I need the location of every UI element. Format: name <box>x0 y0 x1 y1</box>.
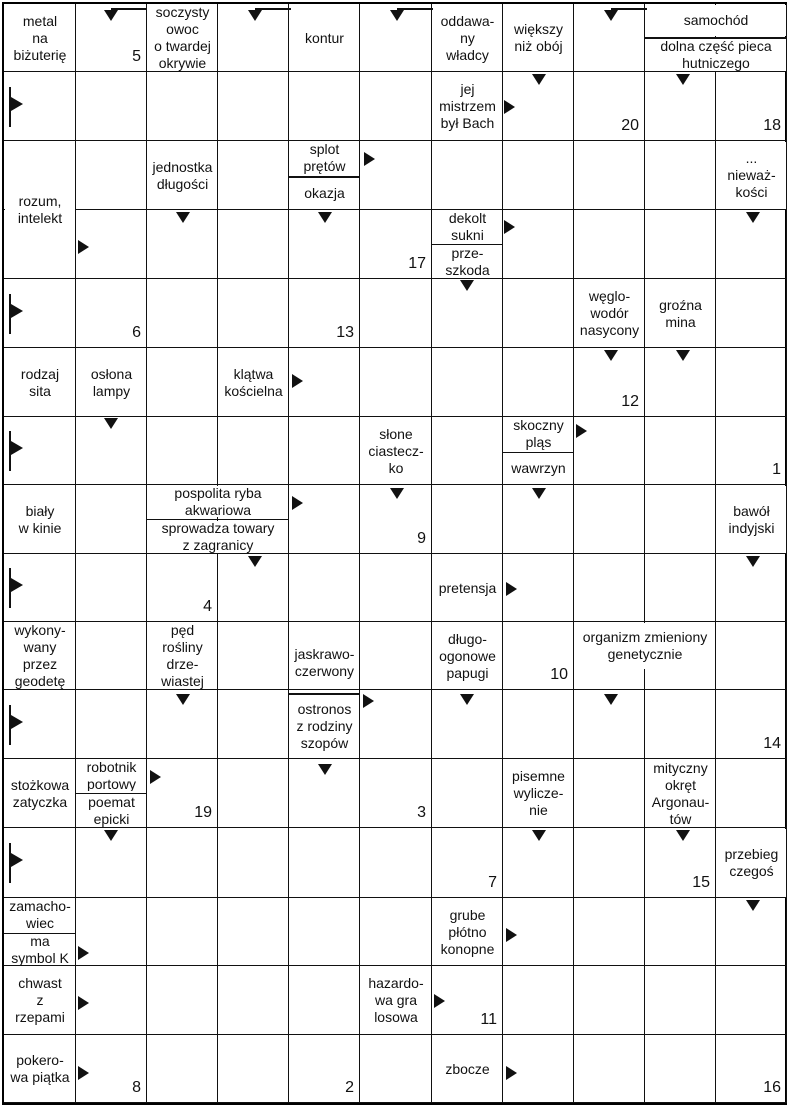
arrow-right-icon <box>150 770 161 784</box>
arrow-down-icon <box>390 10 404 21</box>
grid-cell[interactable] <box>218 759 289 828</box>
arrow-right-icon <box>78 240 89 254</box>
grid-cell[interactable] <box>76 554 147 622</box>
clue-text: wykony- wany przez geodetę <box>5 623 75 689</box>
arrow-down-icon <box>604 350 618 361</box>
grid-cell[interactable] <box>574 485 645 554</box>
arrow-down-icon <box>104 830 118 841</box>
grid-cell[interactable] <box>645 966 716 1035</box>
grid-cell[interactable] <box>503 279 574 348</box>
grid-cell[interactable] <box>645 141 716 210</box>
grid-cell[interactable] <box>76 622 147 690</box>
grid-cell[interactable] <box>218 690 289 759</box>
clue-text: rodzaj sita <box>5 349 75 416</box>
arrow-right-icon <box>364 152 375 166</box>
answer-number: 3 <box>417 804 426 821</box>
answer-number: 15 <box>692 874 710 891</box>
clue-text: dolna część pieca hutniczego <box>646 39 786 71</box>
arrow-right-icon <box>504 100 515 114</box>
grid-cell[interactable] <box>645 898 716 966</box>
grid-cell[interactable] <box>218 417 289 485</box>
arrow-right-icon <box>506 582 517 596</box>
arrow-down-icon <box>746 212 760 223</box>
clue-divider <box>147 519 289 521</box>
clue-divider <box>76 793 147 795</box>
clue-text: zbocze <box>433 1036 502 1102</box>
clue-text: węglo- wodór nasycony <box>575 280 644 347</box>
grid-cell[interactable] <box>645 1035 716 1103</box>
clue-text: grube płótno konopne <box>433 899 502 965</box>
grid-cell[interactable] <box>574 898 645 966</box>
answer-number: 2 <box>345 1079 354 1096</box>
grid-cell[interactable] <box>218 1035 289 1103</box>
arrow-down-icon <box>460 694 474 705</box>
grid-cell[interactable] <box>432 417 503 485</box>
grid-cell[interactable] <box>360 898 432 966</box>
answer-number: 10 <box>550 666 568 683</box>
clue-text: ma symbol K <box>5 934 75 965</box>
grid-cell[interactable] <box>645 210 716 279</box>
clue-text: stożkowa zatyczka <box>5 760 75 827</box>
arrow-down-icon <box>604 10 618 21</box>
arrow-down-icon <box>390 488 404 499</box>
clue-divider <box>503 452 574 454</box>
grid-cell[interactable] <box>76 72 147 141</box>
answer-number: 5 <box>132 48 141 65</box>
grid-cell[interactable] <box>574 210 645 279</box>
clue-text: samochód <box>646 5 786 36</box>
arrow-down-icon <box>248 556 262 567</box>
clue-text: przebieg czegoś <box>717 829 786 897</box>
hook-line <box>111 8 147 10</box>
grid-cell[interactable] <box>503 966 574 1035</box>
answer-number: 18 <box>763 117 781 134</box>
arrow-right-icon <box>506 1066 517 1080</box>
clue-text: jej mistrzem był Bach <box>433 73 502 140</box>
arrow-down-icon <box>532 488 546 499</box>
clue-text: hazardo- wa gra losowa <box>361 967 431 1034</box>
grid-cell[interactable] <box>76 141 147 210</box>
arrow-down-icon <box>318 212 332 223</box>
grid-cell[interactable] <box>289 72 360 141</box>
grid-cell[interactable] <box>432 141 503 210</box>
arrow-right-icon <box>292 374 303 388</box>
grid-cell[interactable] <box>218 210 289 279</box>
clue-text: wawrzyn <box>504 453 573 484</box>
clue-text: organizm zmieniony genetycznie <box>575 623 715 669</box>
clue-text: robotnik portowy <box>77 760 146 791</box>
answer-number: 19 <box>194 804 212 821</box>
grid-cell[interactable] <box>76 690 147 759</box>
clue-text: splot prętów <box>290 142 359 175</box>
hook-line <box>397 8 433 10</box>
flag-icon <box>11 715 23 729</box>
grid-cell[interactable] <box>574 966 645 1035</box>
arrow-right-icon <box>78 946 89 960</box>
grid-cell[interactable] <box>360 622 432 690</box>
grid-cell[interactable] <box>360 1035 432 1103</box>
grid-cell[interactable] <box>574 554 645 622</box>
arrow-down-icon <box>532 830 546 841</box>
grid-cell[interactable] <box>716 759 787 828</box>
answer-number: 8 <box>132 1079 141 1096</box>
arrow-down-icon <box>746 556 760 567</box>
grid-cell[interactable] <box>432 348 503 417</box>
grid-cell[interactable] <box>218 966 289 1035</box>
clue-divider <box>4 933 76 935</box>
arrow-down-icon <box>676 350 690 361</box>
grid-cell[interactable] <box>147 966 218 1035</box>
arrow-down-icon <box>176 212 190 223</box>
flag-icon <box>11 441 23 455</box>
grid-cell[interactable] <box>289 828 360 898</box>
clue-text: biały w kinie <box>5 486 75 553</box>
grid-cell[interactable] <box>432 759 503 828</box>
grid-cell[interactable] <box>360 828 432 898</box>
grid-cell[interactable] <box>716 622 787 690</box>
clue-text: poemat epicki <box>77 795 146 828</box>
answer-number: 16 <box>763 1079 781 1096</box>
clue-text: mityczny okręt Argonau- tów <box>646 760 715 827</box>
grid-cell[interactable] <box>645 485 716 554</box>
grid-cell[interactable] <box>574 1035 645 1103</box>
answer-number: 1 <box>772 461 781 478</box>
clue-text: dekolt sukni <box>433 211 502 242</box>
arrow-down-icon <box>676 74 690 85</box>
arrow-down-icon <box>176 694 190 705</box>
clue-text: klątwa kościelna <box>219 349 288 416</box>
arrow-down-icon <box>104 418 118 429</box>
crossword-grid <box>2 2 787 1105</box>
grid-cell[interactable] <box>574 141 645 210</box>
grid-cell[interactable] <box>360 72 432 141</box>
grid-cell[interactable] <box>218 828 289 898</box>
clue-text: większy niż obój <box>504 5 573 71</box>
clue-text: soczysty owoc o twardej okrywie <box>148 5 217 71</box>
clue-text: jaskrawo- czerwony <box>290 637 359 689</box>
clue-divider <box>432 244 503 246</box>
arrow-right-icon <box>506 928 517 942</box>
grid-cell[interactable] <box>716 348 787 417</box>
hook-line <box>611 8 647 10</box>
clue-text: słone ciastecz- ko <box>361 418 431 484</box>
grid-cell[interactable] <box>645 690 716 759</box>
arrow-down-icon <box>532 74 546 85</box>
clue-divider <box>645 37 787 39</box>
clue-text: ostronos z rodziny szopów <box>290 694 359 758</box>
grid-cell[interactable] <box>147 279 218 348</box>
clue-text: zamacho- wiec <box>5 899 75 931</box>
grid-cell[interactable] <box>645 554 716 622</box>
grid-cell[interactable] <box>289 898 360 966</box>
grid-cell[interactable] <box>218 72 289 141</box>
clue-text: jednostka długości <box>148 142 217 209</box>
answer-number: 20 <box>621 117 639 134</box>
arrow-right-icon <box>292 496 303 510</box>
clue-text: chwast z rzepami <box>5 967 75 1034</box>
answer-number: 11 <box>480 1011 497 1028</box>
clue-text: rozum, intelekt <box>5 177 75 244</box>
arrow-down-icon <box>318 764 332 775</box>
clue-text: groźna mina <box>646 280 715 347</box>
arrow-down-icon <box>104 10 118 21</box>
grid-cell[interactable] <box>716 966 787 1035</box>
flag-icon <box>11 304 23 318</box>
clue-text: okazja <box>290 178 359 209</box>
grid-cell[interactable] <box>147 72 218 141</box>
grid-cell[interactable] <box>503 348 574 417</box>
clue-text: osłona lampy <box>77 349 146 416</box>
clue-text: metal na biżuterię <box>5 5 75 71</box>
flag-icon <box>11 97 23 111</box>
answer-number: 12 <box>621 393 639 410</box>
arrow-down-icon <box>460 280 474 291</box>
grid-cell[interactable] <box>289 554 360 622</box>
clue-text: pretensja <box>433 555 502 621</box>
arrow-down-icon <box>746 900 760 911</box>
arrow-right-icon <box>434 994 445 1008</box>
clue-divider <box>289 693 360 695</box>
grid-cell[interactable] <box>147 828 218 898</box>
grid-cell[interactable] <box>360 279 432 348</box>
answer-number: 4 <box>203 598 212 615</box>
flag-icon <box>11 853 23 867</box>
answer-number: 13 <box>336 324 354 341</box>
grid-cell[interactable] <box>147 1035 218 1103</box>
answer-number: 14 <box>763 735 781 752</box>
clue-text: sprowadza towary z zagranicy <box>148 521 288 554</box>
grid-cell[interactable] <box>218 279 289 348</box>
clue-text: pisemne wylicze- nie <box>504 760 573 827</box>
arrow-down-icon <box>248 10 262 21</box>
grid-cell[interactable] <box>503 141 574 210</box>
clue-text: pęd rośliny drze- wiastej <box>148 623 217 689</box>
grid-cell[interactable] <box>432 485 503 554</box>
answer-number: 17 <box>408 255 426 272</box>
clue-text: pospolita ryba akwariowa <box>148 486 288 517</box>
grid-cell[interactable] <box>289 966 360 1035</box>
grid-cell[interactable] <box>147 348 218 417</box>
arrow-down-icon <box>676 830 690 841</box>
grid-cell[interactable] <box>289 417 360 485</box>
hook-line <box>255 8 291 10</box>
answer-number: 6 <box>132 324 141 341</box>
grid-cell[interactable] <box>147 417 218 485</box>
arrow-right-icon <box>78 996 89 1010</box>
clue-text: prze- szkoda <box>433 246 502 279</box>
grid-cell[interactable] <box>716 279 787 348</box>
grid-cell[interactable] <box>147 898 218 966</box>
flag-icon <box>11 578 23 592</box>
arrow-right-icon <box>504 220 515 234</box>
grid-cell[interactable] <box>218 898 289 966</box>
clue-text: oddawa- ny władcy <box>433 5 502 71</box>
arrow-right-icon <box>78 1066 89 1080</box>
clue-text: bawół indyjski <box>717 486 786 553</box>
answer-number: 9 <box>417 530 426 547</box>
answer-number: 7 <box>488 874 497 891</box>
grid-cell[interactable] <box>574 828 645 898</box>
grid-cell[interactable] <box>76 485 147 554</box>
grid-cell[interactable] <box>503 690 574 759</box>
clue-text: pokero- wa piątka <box>5 1036 75 1102</box>
grid-cell[interactable] <box>645 417 716 485</box>
arrow-down-icon <box>604 694 618 705</box>
clue-text: ... nieważ- kości <box>717 142 786 209</box>
grid-cell[interactable] <box>574 759 645 828</box>
arrow-right-icon <box>576 424 587 438</box>
clue-text: długo- ogonowe papugi <box>433 623 502 689</box>
clue-divider <box>289 176 360 178</box>
grid-cell[interactable] <box>360 348 432 417</box>
grid-cell[interactable] <box>218 622 289 690</box>
clue-text: skoczny pląs <box>504 418 573 450</box>
grid-cell[interactable] <box>218 141 289 210</box>
arrow-right-icon <box>363 694 374 708</box>
grid-cell[interactable] <box>360 554 432 622</box>
clue-text: kontur <box>290 5 359 71</box>
